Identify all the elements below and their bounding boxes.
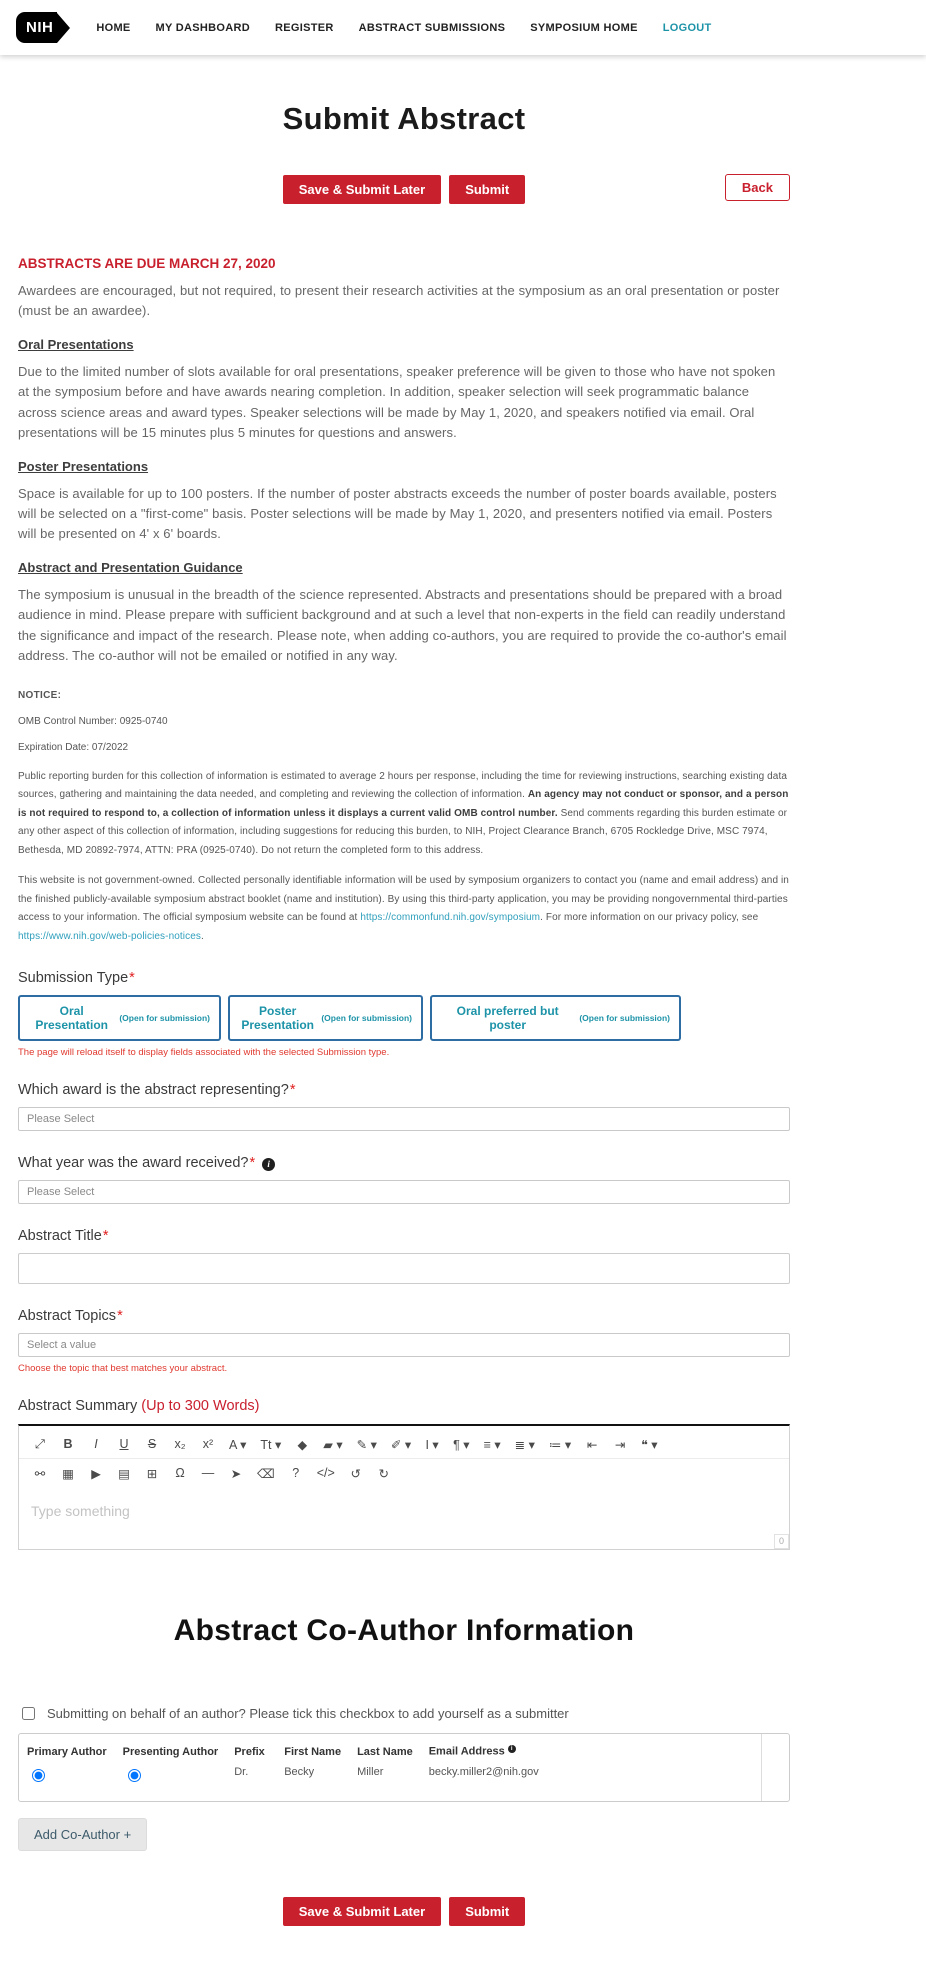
type-poster-presentation-button[interactable]: Poster Presentation (Open for submission) xyxy=(228,995,423,1041)
abstract-summary-label: Abstract Summary (Up to 300 Words) xyxy=(18,1398,260,1415)
special-character-icon[interactable]: Ω xyxy=(175,1466,185,1481)
year-select[interactable] xyxy=(18,1180,790,1204)
undo-icon[interactable]: ↺ xyxy=(350,1466,361,1481)
pen-icon[interactable]: ✎ ▾ xyxy=(356,1437,377,1452)
save-submit-later-button-top[interactable]: Save & Submit Later xyxy=(283,175,441,204)
omb-control-number: OMB Control Number: 0925-0740 xyxy=(18,715,168,727)
abstract-summary-editor xyxy=(18,1424,790,1550)
award-select[interactable] xyxy=(18,1107,790,1131)
code-view-icon[interactable]: </> xyxy=(316,1466,335,1481)
font-size-icon[interactable]: Tt ▾ xyxy=(260,1437,282,1452)
brush-icon[interactable]: ✐ ▾ xyxy=(390,1437,412,1452)
required-marker: * xyxy=(129,970,135,987)
nav-my-dashboard[interactable]: MY DASHBOARD xyxy=(155,21,251,34)
abstract-summary-textarea[interactable] xyxy=(19,1491,789,1549)
burden-text-2: Send comments regarding this burden estimate or any other aspect of this collection of information, including suggestions for reducing this burden, to NIH, Project Clearance Branch, 6705 Rockledge Drive, MSC 7974, Bethesda, MD 20892-7974, ATTN: PRA (0925-0740). Do not return the completed form to this address. xyxy=(18,807,788,856)
authors-table xyxy=(18,1733,790,1802)
paragraph-format-icon[interactable]: ¶ ▾ xyxy=(453,1437,470,1452)
main-nav xyxy=(96,22,736,34)
insert-link-icon[interactable]: ⚯ xyxy=(34,1466,46,1481)
nav-register[interactable]: REGISTER xyxy=(275,21,334,34)
burden-statement xyxy=(18,768,790,861)
year-info-icon[interactable]: i xyxy=(262,1158,275,1171)
bold-icon[interactable]: B xyxy=(63,1437,73,1452)
word-count: 0 xyxy=(774,1534,789,1549)
guidance-heading: Abstract and Presentation Guidance xyxy=(18,560,243,576)
presenting-author-radio[interactable] xyxy=(128,1769,141,1782)
required-marker: * xyxy=(289,1082,296,1099)
table-scroll-strip xyxy=(761,1734,789,1801)
guidance-text: The symposium is unusual in the breadth of the science represented. Abstracts and presentations should be prepared with a broad audience in mind. Please prepare with sufficient background and at such a level that non-experts in the field can readily understand the significance and impact of the research. Please note, when adding co-authors, you are required to provide the co-author's email address. The co-author will not be emailed or notified in any way. xyxy=(18,587,787,663)
underline-icon[interactable]: U xyxy=(119,1437,129,1452)
poster-presentations-text: Space is available for up to 100 posters. If the number of poster abstracts exceeds the number of poster boards available, posters will be selected on a "first-come" basis. Poster selections will be made by May 1, 2020, and presenters notified via email. Posters will be presented on 4' x 6' boards. xyxy=(18,485,777,542)
highlight-color-icon[interactable]: ▰ ▾ xyxy=(323,1437,343,1452)
add-coauthor-button[interactable]: Add Co-Author + xyxy=(18,1818,147,1851)
subscript-icon[interactable]: x₂ xyxy=(174,1437,186,1452)
main-content xyxy=(18,101,790,1926)
font-color-icon[interactable]: ◆ xyxy=(297,1437,308,1452)
submit-button-top[interactable]: Submit xyxy=(449,175,525,204)
back-button[interactable]: Back xyxy=(725,174,790,201)
insert-file-icon[interactable]: ▤ xyxy=(118,1466,130,1481)
insert-table-icon[interactable]: ⊞ xyxy=(146,1466,158,1481)
expiration-date: Expiration Date: 07/2022 xyxy=(18,741,129,753)
top-nav xyxy=(0,0,926,55)
behalf-label: Submitting on behalf of an author? Please tick this checkbox to add yourself as a submitter xyxy=(47,1706,569,1722)
ordered-list-icon[interactable]: ≣ ▾ xyxy=(514,1437,535,1452)
author-row xyxy=(19,1762,761,1801)
author-last-name: Miller xyxy=(357,1765,384,1778)
type-oral-presentation-button[interactable]: Oral Presentation (Open for submission) xyxy=(18,995,221,1041)
redo-icon[interactable]: ↻ xyxy=(378,1466,389,1481)
primary-author-radio[interactable] xyxy=(32,1769,45,1782)
save-submit-later-button-bottom[interactable]: Save & Submit Later xyxy=(283,1897,441,1926)
year-label: What year was the award received?* i xyxy=(18,1155,790,1171)
burden-text-1: Public reporting burden for this collection of information is estimated to average 2 hours per response, including the time for reviewing instructions, searching existing data sources, gathering and maintaining the data needed, and completing and reviewing the collection of information. xyxy=(18,770,788,801)
thirdparty-text-2: . For more information on our privacy policy, see xyxy=(540,912,759,924)
behalf-checkbox-row xyxy=(18,1706,790,1723)
nav-logout[interactable]: LOGOUT xyxy=(662,21,712,34)
insert-image-icon[interactable]: ▦ xyxy=(62,1466,74,1481)
required-marker: * xyxy=(102,1228,109,1245)
submission-type-options xyxy=(18,995,790,1041)
authors-header-row: Primary Author Presenting Author Prefix First Name Last Name Email Address i xyxy=(19,1734,761,1762)
coauthor-heading: Abstract Co-Author Information xyxy=(173,1614,635,1648)
outdent-icon[interactable]: ⇤ xyxy=(586,1437,598,1452)
type-oral-preferred-button[interactable]: Oral preferred but poster (Open for submission) xyxy=(430,995,681,1041)
burden-text-bold: An agency may not conduct or sponsor, and a person is not required to respond to, a collection of information unless it displays a current valid OMB control number. xyxy=(18,789,789,819)
blockquote-icon[interactable]: ❝ ▾ xyxy=(641,1437,658,1452)
clear-formatting-icon[interactable]: ⌫ xyxy=(257,1466,275,1481)
oral-presentations-text: Due to the limited number of slots available for oral presentations, speaker preference will be given to those who have not spoken at the symposium before and have awards nearing completion. In addition, speaker selection will seek programmatic balance across science areas and award types. Speaker selections will be made by May 1, 2020, and speakers notified via email. Oral presentations will be 15 minutes plus 5 minutes for questions and answers. xyxy=(18,364,776,440)
thirdparty-statement xyxy=(18,872,790,946)
insert-video-icon[interactable]: ▶ xyxy=(91,1466,101,1481)
nav-symposium-home[interactable]: SYMPOSIUM HOME xyxy=(530,21,638,34)
nav-abstract-submissions[interactable]: ABSTRACT SUBMISSIONS xyxy=(358,21,506,34)
align-icon[interactable]: ≡ ▾ xyxy=(483,1437,501,1452)
editor-toolbar-row2 xyxy=(19,1459,789,1491)
strikethrough-icon[interactable]: S xyxy=(147,1437,157,1452)
font-family-icon[interactable]: A ▾ xyxy=(229,1437,247,1452)
nih-logo-arrow-icon xyxy=(57,13,70,43)
top-action-row xyxy=(18,175,790,204)
italic-icon[interactable]: I xyxy=(94,1437,98,1452)
thirdparty-text-3: . xyxy=(200,930,204,942)
oral-presentations-heading: Oral Presentations xyxy=(18,337,134,353)
bottom-action-row xyxy=(18,1897,790,1926)
help-icon[interactable]: ? xyxy=(292,1466,300,1481)
symposium-website-link[interactable]: https://commonfund.nih.gov/symposium xyxy=(360,912,541,924)
author-first-name: Becky xyxy=(284,1765,315,1778)
editor-toolbar-row1 xyxy=(19,1426,789,1459)
author-email: becky.miller2@nih.gov xyxy=(428,1765,539,1778)
intro-paragraph: Awardees are encouraged, but not required, to present their research activities at the symposium as an oral presentation or poster (must be an awardee). xyxy=(18,283,780,319)
reload-note: The page will reload itself to display fields associated with the selected Submission type. xyxy=(18,1047,390,1059)
behalf-checkbox[interactable] xyxy=(22,1707,35,1720)
abstracts-due-heading: ABSTRACTS ARE DUE MARCH 27, 2020 xyxy=(18,256,276,271)
abstract-title-label: Abstract Title* xyxy=(18,1228,109,1245)
notice-label: NOTICE: xyxy=(18,689,62,701)
fullscreen-icon[interactable]: ⤢ xyxy=(34,1436,45,1451)
superscript-icon[interactable]: x² xyxy=(202,1437,214,1452)
line-height-icon[interactable]: I ▾ xyxy=(425,1437,439,1452)
summary-word-limit: (Up to 300 Words) xyxy=(141,1398,260,1415)
page-title: Submit Abstract xyxy=(282,101,526,136)
horizontal-rule-icon[interactable]: — xyxy=(201,1466,215,1481)
topics-note: Choose the topic that best matches your abstract. xyxy=(18,1363,228,1375)
abstract-topics-label: Abstract Topics* xyxy=(18,1308,123,1325)
select-tool-icon[interactable]: ➤ xyxy=(230,1466,242,1481)
thirdparty-text-1: This website is not government-owned. Collected personally identifiable information will be used by symposium organizers to contact you (name and email address) and in the finished publicly-available symposium abstract booklet (name and institution). By using this third-party application, you may be providing nongovernmental third-parties access to your information. The official symposium website can be found at xyxy=(18,875,789,924)
submit-button-bottom[interactable]: Submit xyxy=(449,1897,525,1926)
award-label: Which award is the abstract representing?* xyxy=(18,1082,296,1099)
abstract-title-input[interactable] xyxy=(18,1253,790,1284)
email-info-icon[interactable]: i xyxy=(508,1745,516,1753)
author-prefix: Dr. xyxy=(234,1765,249,1778)
required-marker: * xyxy=(249,1155,256,1172)
nih-logo[interactable] xyxy=(16,12,70,43)
editor-placeholder: Type something xyxy=(31,1503,130,1520)
privacy-policy-link[interactable]: https://www.nih.gov/web-policies-notices xyxy=(18,930,201,942)
nav-home[interactable]: HOME xyxy=(96,21,131,34)
submission-type-label: Submission Type* xyxy=(18,970,135,987)
poster-presentations-heading: Poster Presentations xyxy=(18,458,149,474)
indent-icon[interactable]: ⇥ xyxy=(614,1437,626,1452)
required-marker: * xyxy=(117,1308,123,1325)
nih-logo-text: NIH xyxy=(16,12,57,43)
abstract-topics-select[interactable] xyxy=(18,1333,790,1357)
unordered-list-icon[interactable]: ≔ ▾ xyxy=(548,1437,572,1452)
